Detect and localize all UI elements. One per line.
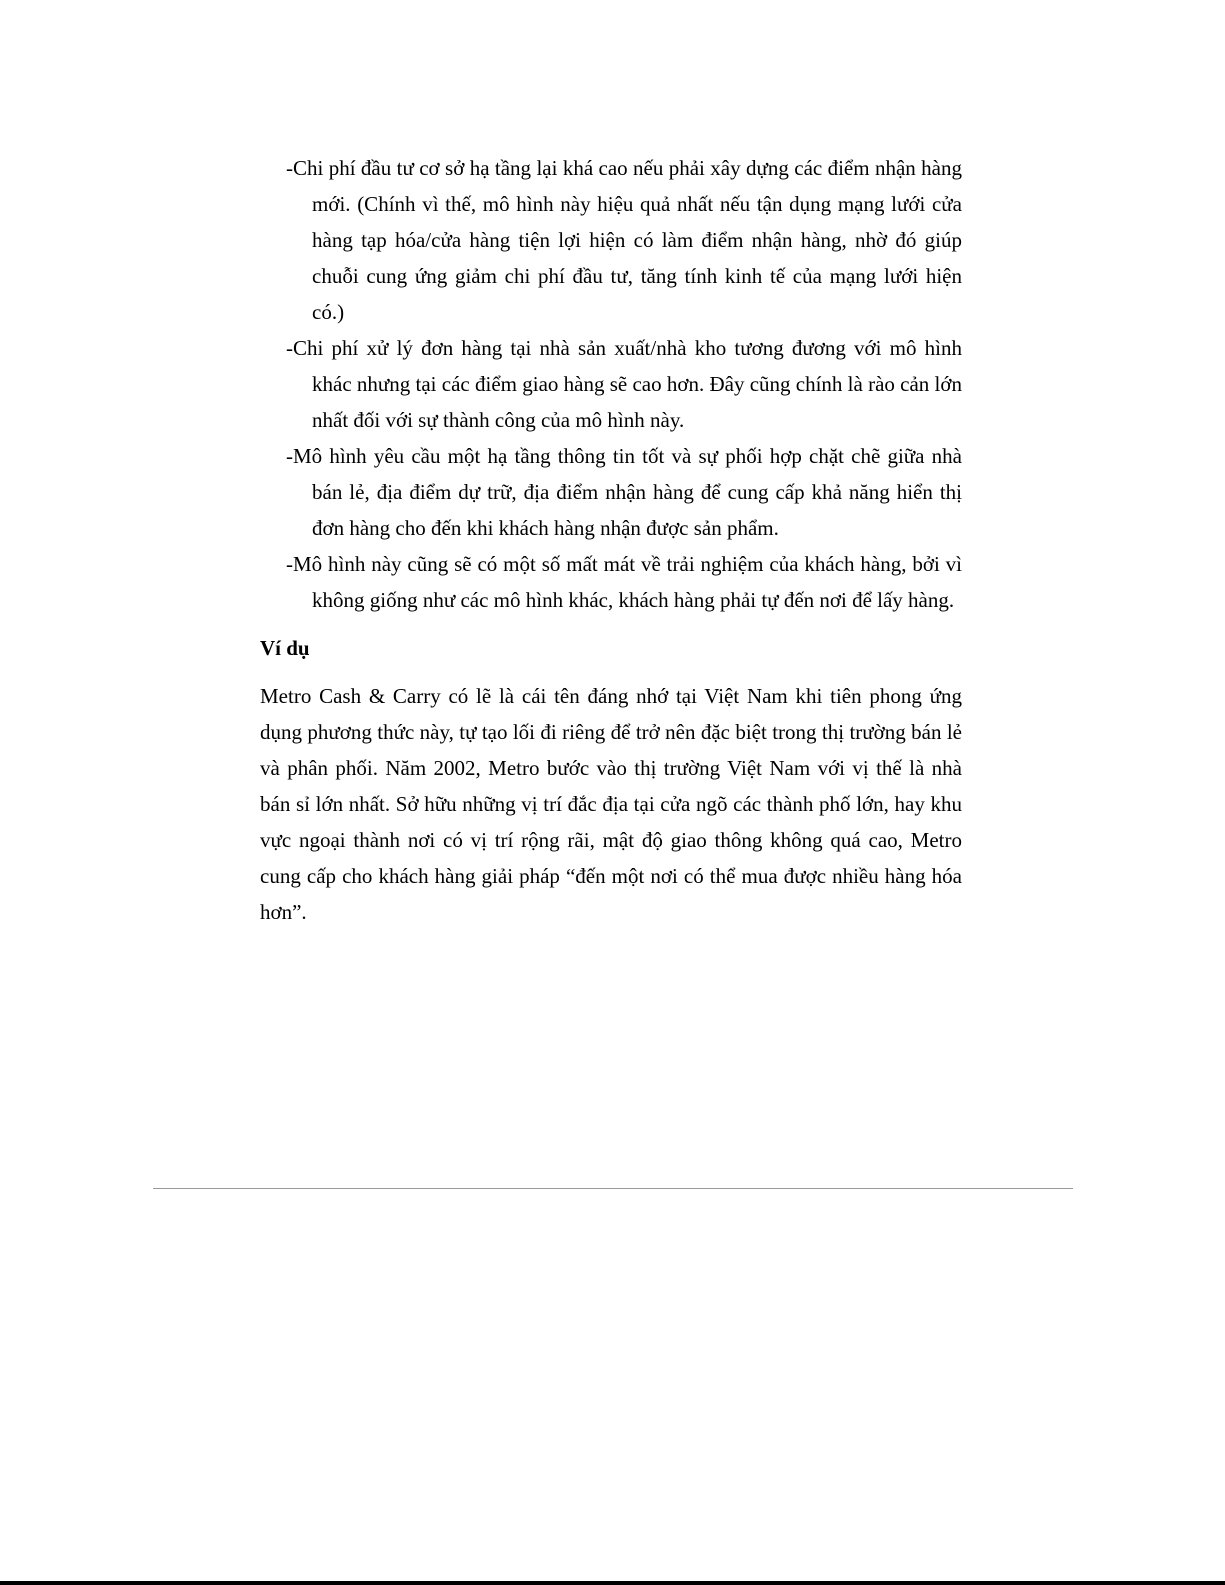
page-content bbox=[260, 150, 962, 930]
bullet-item-information-infrastructure: -Mô hình yêu cầu một hạ tầng thông tin tốt và sự phối hợp chặt chẽ giữa nhà bán lẻ, địa điểm dự trữ, địa điểm nhận hàng để cung cấp khả năng hiển thị đơn hàng cho đến khi khách hàng nhận được sản phẩm. bbox=[286, 444, 962, 540]
bullet-item-investment-cost: -Chi phí đầu tư cơ sở hạ tầng lại khá cao nếu phải xây dựng các điểm nhận hàng mới. (Chính vì thế, mô hình này hiệu quả nhất nếu tận dụng mạng lưới cửa hàng tạp hóa/cửa hàng tiện lợi hiện có làm điểm nhận hàng, nhờ đó giúp chuỗi cung ứng giảm chi phí đầu tư, tăng tính kinh tế của mạng lưới hiện có.) bbox=[286, 156, 962, 324]
example-paragraph: Metro Cash & Carry có lẽ là cái tên đáng nhớ tại Việt Nam khi tiên phong ứng dụng phương thức này, tự tạo lối đi riêng để trở nên đặc biệt trong thị trường bán lẻ và phân phối. Năm 2002, Metro bước vào thị trường Việt Nam với vị thế là nhà bán sỉ lớn nhất. Sở hữu những vị trí đắc địa tại cửa ngõ các thành phố lớn, hay khu vực ngoại thành nơi có vị trí rộng rãi, mật độ giao thông không quá cao, Metro cung cấp cho khách hàng giải pháp “đến một nơi có thể mua được nhiều hàng hóa hơn”. bbox=[260, 684, 962, 924]
bullet-item-processing-cost: -Chi phí xử lý đơn hàng tại nhà sản xuất/nhà kho tương đương với mô hình khác nhưng tại các điểm giao hàng sẽ cao hơn. Đây cũng chính là rào cản lớn nhất đối với sự thành công của mô hình này. bbox=[286, 336, 962, 432]
section-heading-example: Ví dụ bbox=[260, 636, 310, 660]
footer-divider bbox=[153, 1188, 1073, 1189]
bullet-item-customer-experience: -Mô hình này cũng sẽ có một số mất mát về trải nghiệm của khách hàng, bởi vì không giống như các mô hình khác, khách hàng phải tự đến nơi để lấy hàng. bbox=[286, 552, 962, 612]
page-bottom-border bbox=[0, 1581, 1225, 1585]
